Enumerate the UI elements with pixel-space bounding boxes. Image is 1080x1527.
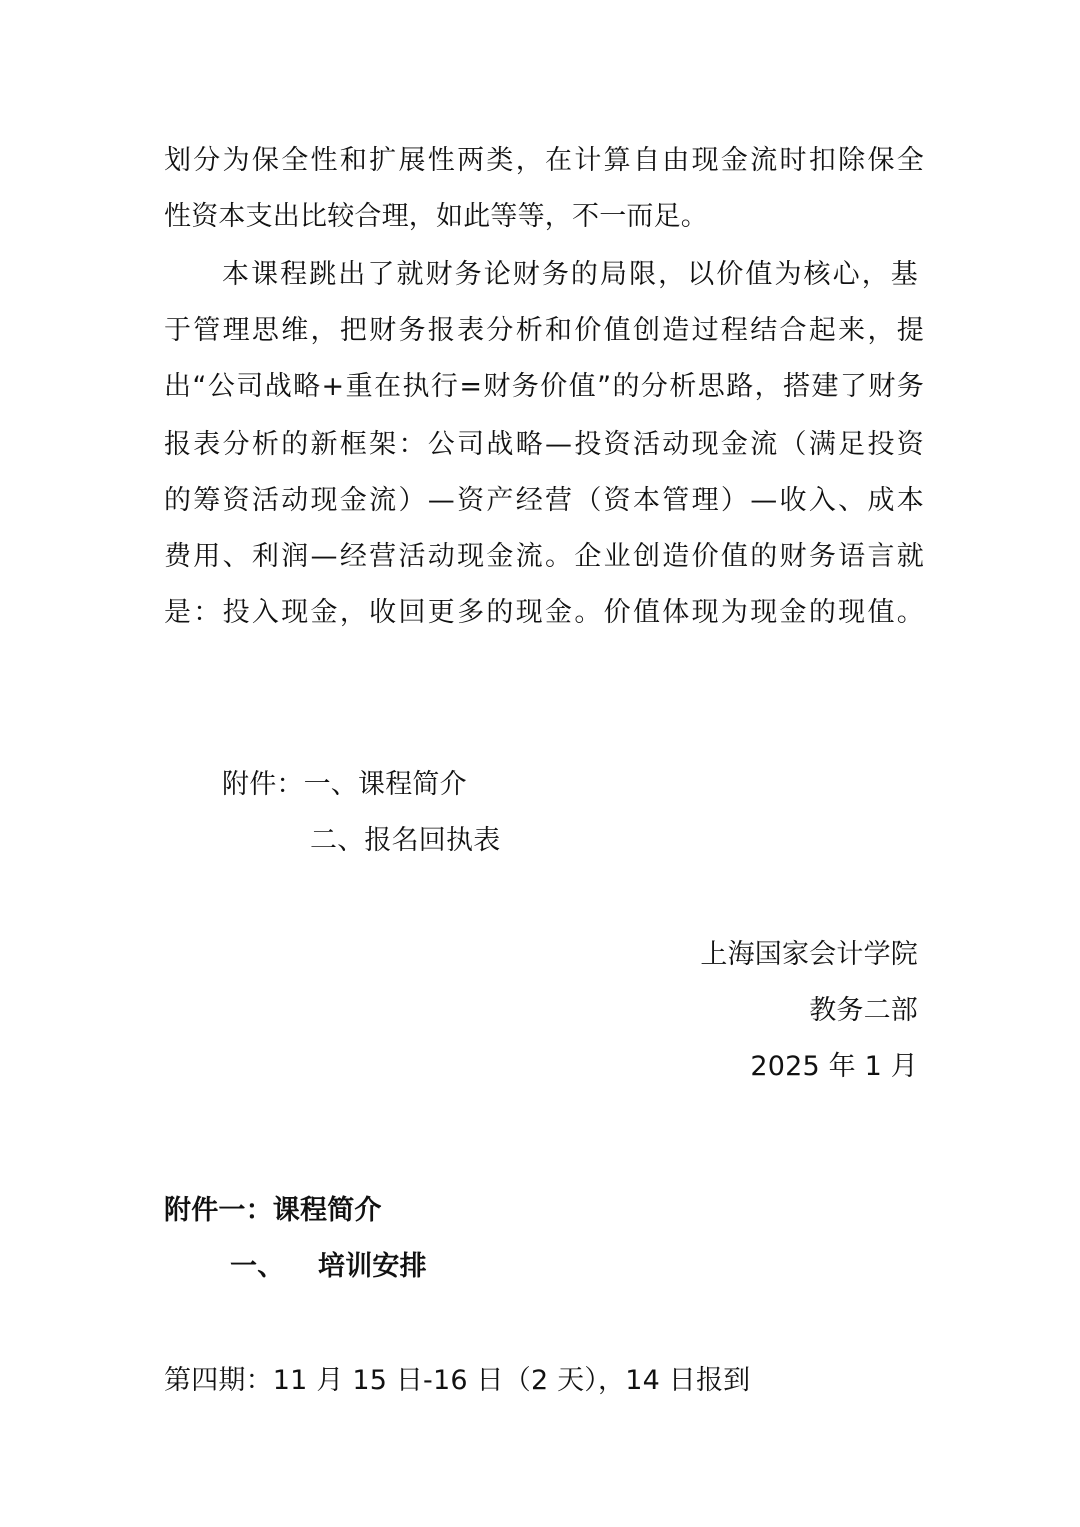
section-title: 培训安排 (318, 1251, 427, 1282)
attachment-list-line-2: 二、报名回执表 (310, 825, 501, 856)
paragraph-2-line-6: 费用、利润—经营活动现金流。企业创造价值的财务语言就 (164, 541, 924, 572)
paragraph-1-line-1: 划分为保全性和扩展性两类，在计算自由现金流时扣除保全 (164, 145, 924, 176)
paragraph-2-line-5: 的筹资活动现金流）—资产经营（资本管理）—收入、成本 (164, 485, 924, 516)
paragraph-2-line-3: 出“公司战略+重在执行=财务价值”的分析思路，搭建了财务 (164, 371, 924, 402)
paragraph-2-line-2: 于管理思维，把财务报表分析和价值创造过程结合起来，提 (164, 315, 924, 346)
signature-date: 2025 年 1 月 (750, 1051, 918, 1082)
paragraph-2-line-1: 本课程跳出了就财务论财务的局限，以价值为核心，基 (222, 259, 918, 290)
section-number: 一、 (230, 1251, 285, 1282)
signature-department: 教务二部 (809, 995, 918, 1026)
attachment-list-line-1: 附件：一、课程简介 (222, 769, 467, 800)
paragraph-1-line-2: 性资本支出比较合理，如此等等，不一而足。 (164, 201, 708, 232)
appendix-title: 附件一：课程简介 (164, 1195, 382, 1226)
paragraph-2-line-4: 报表分析的新框架：公司战略—投资活动现金流（满足投资 (164, 429, 924, 460)
schedule-line: 第四期：11 月 15 日-16 日（2 天），14 日报到 (164, 1365, 751, 1396)
signature-organization: 上海国家会计学院 (700, 939, 918, 970)
paragraph-2-line-7: 是：投入现金，收回更多的现金。价值体现为现金的现值。 (164, 597, 924, 628)
